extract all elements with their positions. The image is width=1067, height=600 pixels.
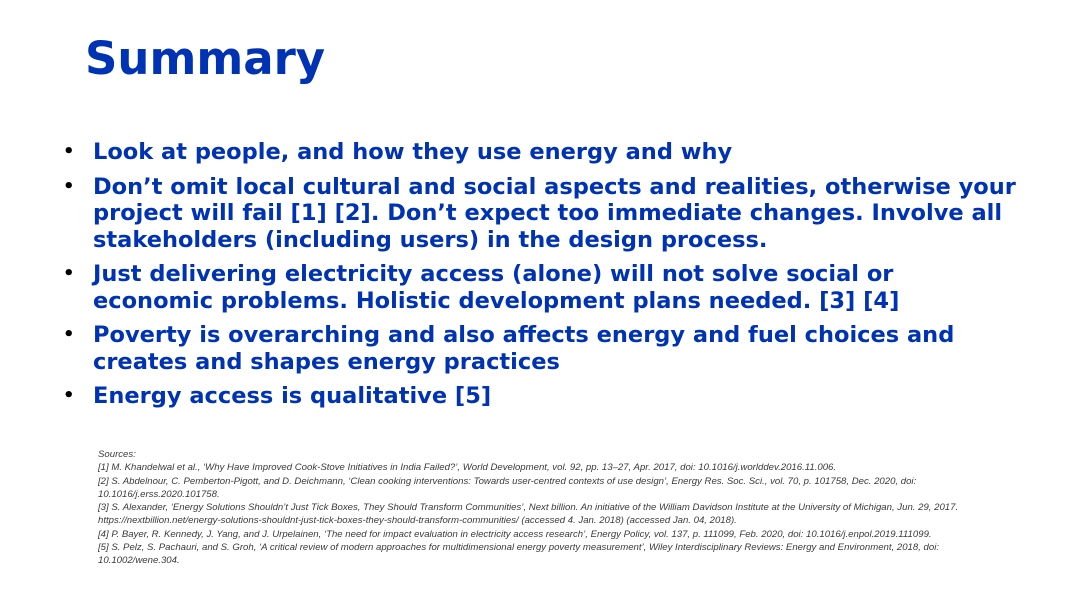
bullet-dot-icon: • bbox=[63, 263, 75, 284]
source-entry: [4] P. Bayer, R. Kennedy, J. Yang, and J. Urpelainen, ‘The need for impact evaluation in electricity access research’, Energy Policy, vol. 137, p. 111099, Feb. 2020, doi: 10.1016/j.enpol.2019.111099. bbox=[98, 528, 932, 540]
bullet-item bbox=[60, 383, 1020, 410]
sources-heading: Sources: bbox=[98, 449, 136, 460]
bullet-item bbox=[60, 261, 1020, 314]
bullet-dot-icon: • bbox=[63, 385, 75, 406]
bullet-text: Just delivering electricity access (alone) will not solve social or economic problems. Holistic development plans needed. [3] [4] bbox=[93, 261, 900, 314]
bullet-text: Don’t omit local cultural and social aspects and realities, otherwise your project will fail [1] [2]. Don’t expect too immediate changes. Involve all stakeholders (including users) in the design process. bbox=[93, 173, 1016, 253]
bullet-text: Look at people, and how they use energy and why bbox=[93, 139, 733, 165]
bullet-text: Energy access is qualitative [5] bbox=[93, 383, 492, 409]
slide-title: Summary bbox=[85, 32, 326, 85]
bullet-dot-icon: • bbox=[63, 141, 75, 162]
bullet-list bbox=[60, 139, 1020, 418]
source-entry: [3] S. Alexander, ‘Energy Solutions Shouldn’t Just Tick Boxes, They Should Transform Communities’, Next billion. An initiative of the William Davidson Institute at the University of Michigan, Jun. 29, 2017. https://nextbillion.net/energy-solutions-shouldnt-just-tick-boxes-they-should-transform-communities/ (accessed 4. Jan. 2018) (accessed Jan. 04, 2018). bbox=[98, 502, 959, 527]
source-entry: [5] S. Pelz, S. Pachauri, and S. Groh, ‘A critical review of modern approaches for multidimensional energy poverty measurement’, Wiley Interdisciplinary Reviews: Energy and Environment, 2018, doi: 10.1002/wene.304. bbox=[98, 542, 939, 567]
bullet-item bbox=[60, 174, 1020, 254]
source-entry: [1] M. Khandelwal et al., ‘Why Have Improved Cook-Stove Initiatives in India Failed?’, World Development, vol. 92, pp. 13–27, Apr. 2017, doi: 10.1016/j.worlddev.2016.11.006. bbox=[98, 462, 837, 474]
sources-block bbox=[98, 448, 998, 568]
bullet-item bbox=[60, 322, 1020, 375]
bullet-item bbox=[60, 139, 1020, 166]
source-entry: [2] S. Abdelnour, C. Pemberton-Pigott, and D. Deichmann, ‘Clean cooking interventions: Towards user-centred contexts of use design’, Energy Res. Soc. Sci., vol. 70, p. 101758, Dec. 2020, doi: 10.1016/j.erss.2020.101758. bbox=[98, 475, 917, 500]
bullet-dot-icon: • bbox=[63, 175, 75, 197]
bullet-text: Poverty is overarching and also affects energy and fuel choices and creates and shapes energy practices bbox=[93, 322, 955, 375]
bullet-dot-icon: • bbox=[63, 324, 75, 345]
